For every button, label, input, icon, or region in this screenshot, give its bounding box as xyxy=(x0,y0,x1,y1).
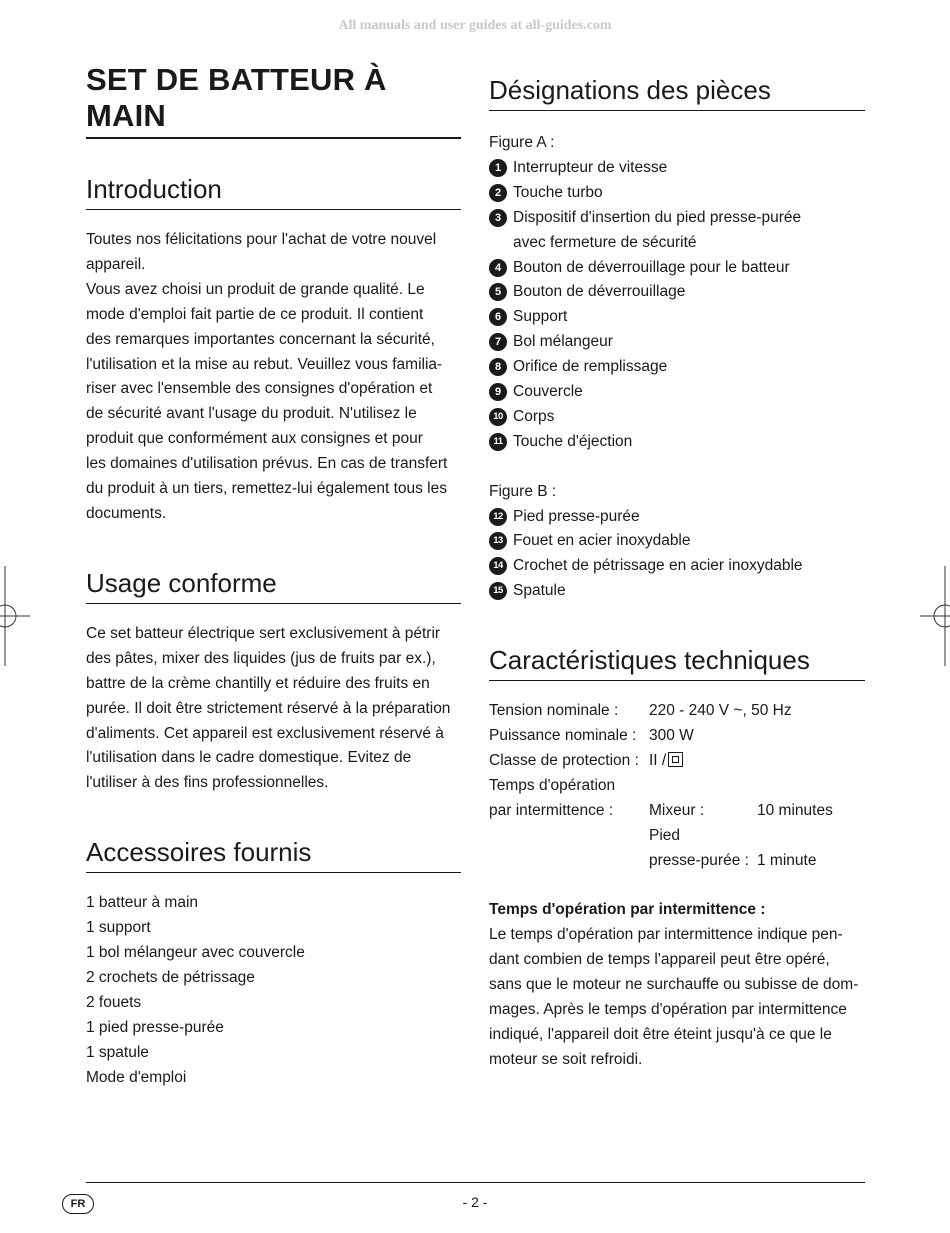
left-column xyxy=(86,62,461,1090)
usage-section xyxy=(86,567,461,796)
interm-note-line: mages. Après le temps d'opération par intermittence xyxy=(489,1001,847,1019)
crop-mark-left xyxy=(0,566,30,666)
spec-label: Classe de protection : xyxy=(489,752,639,770)
language-badge: FR xyxy=(62,1194,94,1214)
parts-list-b xyxy=(489,505,865,605)
part-label: Bol mélangeur xyxy=(513,333,613,351)
number-badge: 5 xyxy=(489,283,507,301)
spec-label: Temps d'opération xyxy=(489,776,616,794)
spec-row-power xyxy=(489,724,865,749)
intro-line: du produit à un tiers, remettez-lui également tous les xyxy=(86,480,447,498)
list-item: 1 spatule xyxy=(86,1043,149,1061)
list-item: 2 fouets xyxy=(86,993,142,1011)
list-item xyxy=(489,529,865,554)
part-label: Bouton de déverrouillage pour le batteur xyxy=(513,258,790,276)
list-item: 1 batteur à main xyxy=(86,894,199,912)
specs-heading: Caractéristiques techniques xyxy=(489,644,865,681)
intro-line: produit que conformément aux consignes et pour xyxy=(86,430,423,448)
usage-line: purée. Il doit être strictement réservé à la préparation xyxy=(86,699,451,717)
accessories-heading: Accessoires fournis xyxy=(86,836,461,873)
parts-section xyxy=(489,74,865,604)
intro-line: les domaines d'utilisation prévus. En cas de transfert xyxy=(86,455,448,473)
part-label: Couvercle xyxy=(513,383,583,401)
number-badge: 6 xyxy=(489,308,507,326)
list-item xyxy=(489,156,865,181)
part-label: Orifice de remplissage xyxy=(513,358,668,376)
protection-class-ii-icon xyxy=(668,752,683,767)
spec-row-pied xyxy=(489,824,865,849)
specs-table xyxy=(489,699,865,873)
usage-line: battre de la crème chantilly et réduire des fruits en xyxy=(86,674,430,692)
figure-b-label: Figure B : xyxy=(489,482,557,500)
interm-note-line: sans que le moteur ne surchauffe ou subisse de dom- xyxy=(489,976,859,994)
spec-sublabel: Mixeur : xyxy=(649,801,705,819)
number-badge: 9 xyxy=(489,383,507,401)
list-item xyxy=(489,330,865,355)
interm-note-section xyxy=(489,898,865,1072)
number-badge: 10 xyxy=(489,408,507,426)
parts-list-a xyxy=(489,156,865,455)
intro-line: riser avec l'ensemble des consignes d'opération et xyxy=(86,380,433,398)
spec-value: II / xyxy=(649,752,667,770)
intro-line: documents. xyxy=(86,504,167,522)
spec-row-pied-value xyxy=(489,849,865,874)
spec-label: Tension nominale : xyxy=(489,702,619,720)
usage-line: des pâtes, mixer des liquides (jus de fruits par ex.), xyxy=(86,649,436,667)
right-column xyxy=(489,74,865,1073)
figure-a-label: Figure A : xyxy=(489,134,555,151)
list-item: 1 bol mélangeur avec couvercle xyxy=(86,944,305,962)
spec-sublabel: presse-purée : xyxy=(649,851,749,869)
part-label: Crochet de pétrissage en acier inoxydable xyxy=(513,557,803,575)
list-item xyxy=(489,380,865,405)
list-item xyxy=(489,256,865,281)
page-title: SET DE BATTEUR À MAIN xyxy=(86,62,461,139)
page-number: - 2 - xyxy=(462,1194,488,1210)
number-badge: 14 xyxy=(489,557,507,575)
list-item: 2 crochets de pétrissage xyxy=(86,968,255,986)
part-label: Dispositif d'insertion du pied presse-purée xyxy=(513,208,802,226)
crop-mark-right xyxy=(920,566,950,666)
number-badge: 2 xyxy=(489,184,507,202)
interm-note-line: moteur se soit refroidi. xyxy=(489,1050,643,1068)
part-label: Spatule xyxy=(513,582,566,600)
spec-row-mixer xyxy=(489,799,865,824)
number-badge: 1 xyxy=(489,159,507,177)
part-label: Touche turbo xyxy=(513,183,603,201)
specs-section xyxy=(489,644,865,873)
number-badge: 7 xyxy=(489,333,507,351)
interm-note-line: Le temps d'opération par intermittence indique pen- xyxy=(489,926,843,944)
part-label-continued: avec fermeture de sécurité xyxy=(513,233,697,251)
interm-note-line: dant combien de temps l'appareil peut être opéré, xyxy=(489,951,830,969)
spacer xyxy=(489,849,649,874)
list-item: 1 pied presse-purée xyxy=(86,1018,224,1036)
spec-label: Puissance nominale : xyxy=(489,727,637,745)
usage-line: Ce set batteur électrique sert exclusivement à pétrir xyxy=(86,624,441,642)
accessories-section xyxy=(86,836,461,1090)
part-label: Corps xyxy=(513,407,555,425)
list-item xyxy=(489,181,865,206)
usage-line: d'aliments. Cet appareil est exclusivement réservé à xyxy=(86,724,444,742)
number-badge: 12 xyxy=(489,508,507,526)
spec-sublabel: Pied xyxy=(649,826,681,844)
intro-line: l'utilisation et la mise au rebut. Veuillez vous familia- xyxy=(86,355,443,373)
part-label: Bouton de déverrouillage xyxy=(513,283,686,301)
parts-heading: Désignations des pièces xyxy=(489,74,865,111)
number-badge: 11 xyxy=(489,433,507,451)
intro-line: mode d'emploi fait partie de ce produit. Il contient xyxy=(86,305,424,323)
intro-line: des remarques importantes concernant la sécurité, xyxy=(86,330,435,348)
intro-line: de sécurité avant l'usage du produit. N'utilisez le xyxy=(86,405,417,423)
part-label: Interrupteur de vitesse xyxy=(513,158,668,176)
part-label: Fouet en acier inoxydable xyxy=(513,532,691,550)
number-badge: 4 xyxy=(489,259,507,277)
introduction-heading: Introduction xyxy=(86,173,461,210)
spec-row-voltage xyxy=(489,699,865,724)
list-item: 1 support xyxy=(86,919,151,937)
usage-line: l'utiliser à des fins professionnelles. xyxy=(86,774,329,792)
spec-value: 10 minutes xyxy=(757,801,833,819)
footer-divider xyxy=(86,1182,865,1183)
list-item: Mode d'emploi xyxy=(86,1068,187,1086)
list-item xyxy=(489,280,865,305)
intro-line: appareil. xyxy=(86,255,146,273)
watermark: All manuals and user guides at all-guides.com xyxy=(338,18,612,33)
spec-row-interm xyxy=(489,774,865,799)
list-item xyxy=(489,579,865,604)
part-label: Pied presse-purée xyxy=(513,507,640,525)
list-item xyxy=(489,355,865,380)
spacer xyxy=(489,824,649,849)
list-item xyxy=(489,505,865,530)
list-item xyxy=(489,554,865,579)
number-badge: 3 xyxy=(489,209,507,227)
list-item xyxy=(489,206,865,256)
spec-row-class xyxy=(489,749,865,774)
spec-value: 1 minute xyxy=(757,851,817,869)
usage-heading: Usage conforme xyxy=(86,567,461,604)
number-badge: 15 xyxy=(489,582,507,600)
usage-line: l'utilisation dans le cadre domestique. Evitez de xyxy=(86,749,412,767)
list-item xyxy=(489,430,865,455)
interm-note-line: indiqué, l'appareil doit être éteint jusqu'à ce que le xyxy=(489,1025,832,1043)
number-badge: 8 xyxy=(489,358,507,376)
introduction-section xyxy=(86,173,461,527)
accessories-list xyxy=(86,891,461,1090)
list-item xyxy=(489,305,865,330)
intro-line: Toutes nos félicitations pour l'achat de votre nouvel xyxy=(86,231,437,248)
spec-value: 220 - 240 V ~, 50 Hz xyxy=(649,702,792,720)
spec-label: par intermittence : xyxy=(489,801,614,819)
part-label: Support xyxy=(513,308,568,326)
number-badge: 13 xyxy=(489,532,507,550)
list-item xyxy=(489,405,865,430)
interm-note-heading: Temps d'opération par intermittence : xyxy=(489,901,766,919)
part-label: Touche d'éjection xyxy=(513,432,633,450)
intro-line: Vous avez choisi un produit de grande qualité. Le xyxy=(86,280,425,298)
spec-value: 300 W xyxy=(649,727,694,745)
